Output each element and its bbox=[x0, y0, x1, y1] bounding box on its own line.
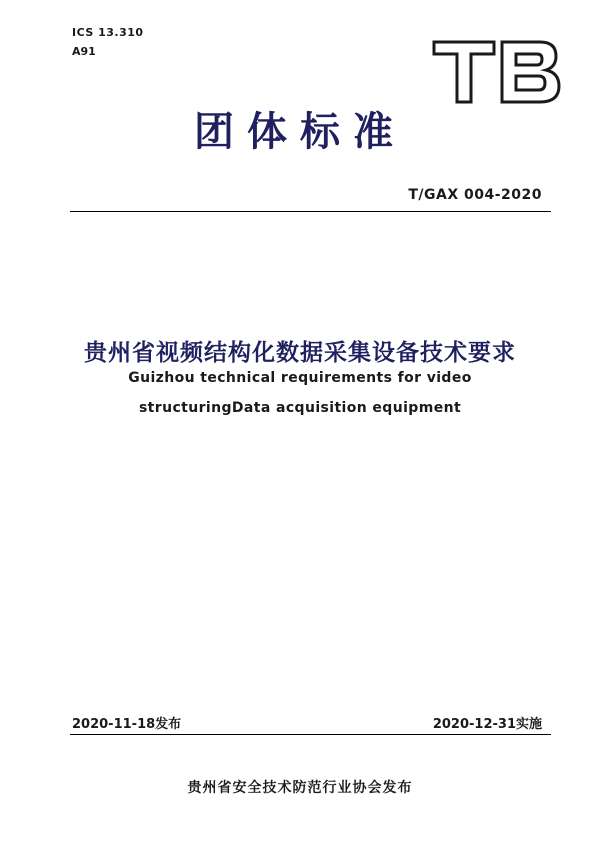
document-type-title: 团体标准 bbox=[194, 108, 406, 155]
issue-date: 2020-11-18发布 bbox=[72, 717, 182, 732]
publisher: 贵州省安全技术防范行业协会发布 bbox=[187, 780, 413, 796]
implementation-date: 2020-12-31实施 bbox=[432, 717, 542, 732]
classification-code: A91 bbox=[72, 45, 96, 58]
ics-code: ICS 13.310 bbox=[72, 26, 144, 39]
divider-bottom bbox=[70, 734, 551, 735]
title-english-line1: Guizhou technical requirements for video bbox=[128, 370, 472, 386]
title-english-line2: structuringData acquisition equipment bbox=[138, 400, 462, 416]
tb-logo bbox=[432, 38, 562, 106]
title-chinese: 贵州省视频结构化数据采集设备技术要求 bbox=[84, 340, 516, 366]
standard-number: T/GAX 004-2020 bbox=[408, 187, 542, 203]
divider-top bbox=[70, 211, 551, 212]
